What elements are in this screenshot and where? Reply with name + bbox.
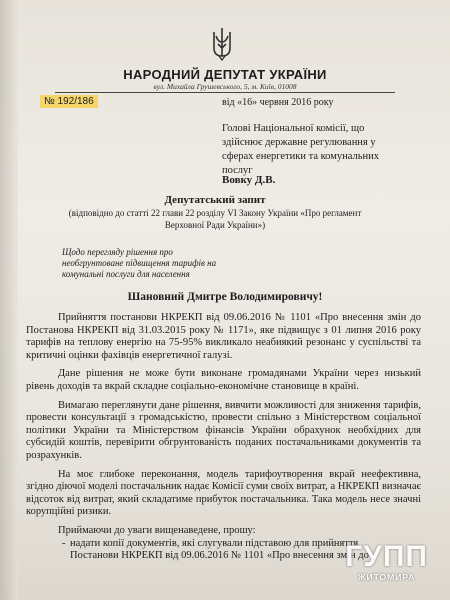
list-item-continuation: Постанови НКРЕКП від 09.06.2016 № 1101 «Про внесення змін до	[70, 550, 369, 562]
recipient-position: Голові Національної комісії, що здійснює державне регулювання у сферах енергетики та комунальних послуг	[222, 123, 380, 176]
request-subtitle: (відповідно до статті 22 глави 22 розділу VI Закону України «Про регламент Верховної Ради України»)	[68, 208, 362, 230]
request-subject: Щодо перегляду рішення про необгрунтоване підвищення тарифів на комунальні послуги для населення	[62, 247, 217, 279]
header-address: вул. Михайла Грушевського, 5, м. Київ, 01008	[153, 82, 297, 91]
header-title: НАРОДНИЙ ДЕПУТАТ УКРАЇНИ	[123, 67, 327, 82]
paragraph-3: Вимагаю переглянути дане рішення, вивчити можливості для зниження тарифів, провести консультації з громадськістю, провести спільно з Міністерством соціальної політики України та Міністерством фінансів України обрахунок необхідних для субсидій коштів, перевірити обгрунтованість поданих постачальниками документів та розрахунків.	[26, 399, 421, 461]
watermark-logo	[345, 542, 428, 582]
letter-body	[26, 312, 421, 569]
watermark-main-text: ГУПП	[345, 540, 428, 573]
reference-date: від «16» червня 2016 року	[222, 97, 334, 108]
paragraph-2: Дане рішення не може бути виконане громадянами України через низький рівень доходів та вкрай складне соціально-економічне становище в країні.	[26, 368, 421, 392]
paragraph-4: На моє глибоке переконання, модель тарифоутворення вкрай неефективна, згідно діючої моделі постачальник надає Комісії суми своїх витрат, а НКРЕКП визначає відсоток від витрат, який складатиме прибуток постачальника. Така модель несе значні корупційні ризики.	[26, 468, 421, 518]
salutation: Шановний Дмитре Володимировичу!	[127, 291, 323, 303]
trident-emblem-icon	[210, 26, 234, 62]
reference-number: № 192/186	[40, 95, 98, 108]
list-item-text: надати копії документів, які слугували підставою для прийняття	[70, 537, 359, 549]
header-divider	[55, 92, 395, 93]
watermark-sub-text: ЖИТОМИРА	[357, 572, 416, 582]
request-title: Депутатський запит	[164, 194, 266, 206]
recipient-name: Вовку Д.В.	[222, 174, 276, 186]
paragraph-1: Прийняття постанови НКРЕКП від 09.06.2016 № 1101 «Про внесення змін до Постанова НКРЕКП від 31.03.2015 року № 1171», яке підвищує з 01 липня 2016 року тарифів на теплову енергію на 75-95% викликало неабиякий резонанс у суспільстві та критичні оцінки фахівців енергетичної галузі.	[26, 312, 421, 361]
bullet-dash-icon: -	[62, 537, 66, 549]
paragraph-5: Приймаючи до уваги вищенаведене, прошу:	[58, 524, 256, 536]
